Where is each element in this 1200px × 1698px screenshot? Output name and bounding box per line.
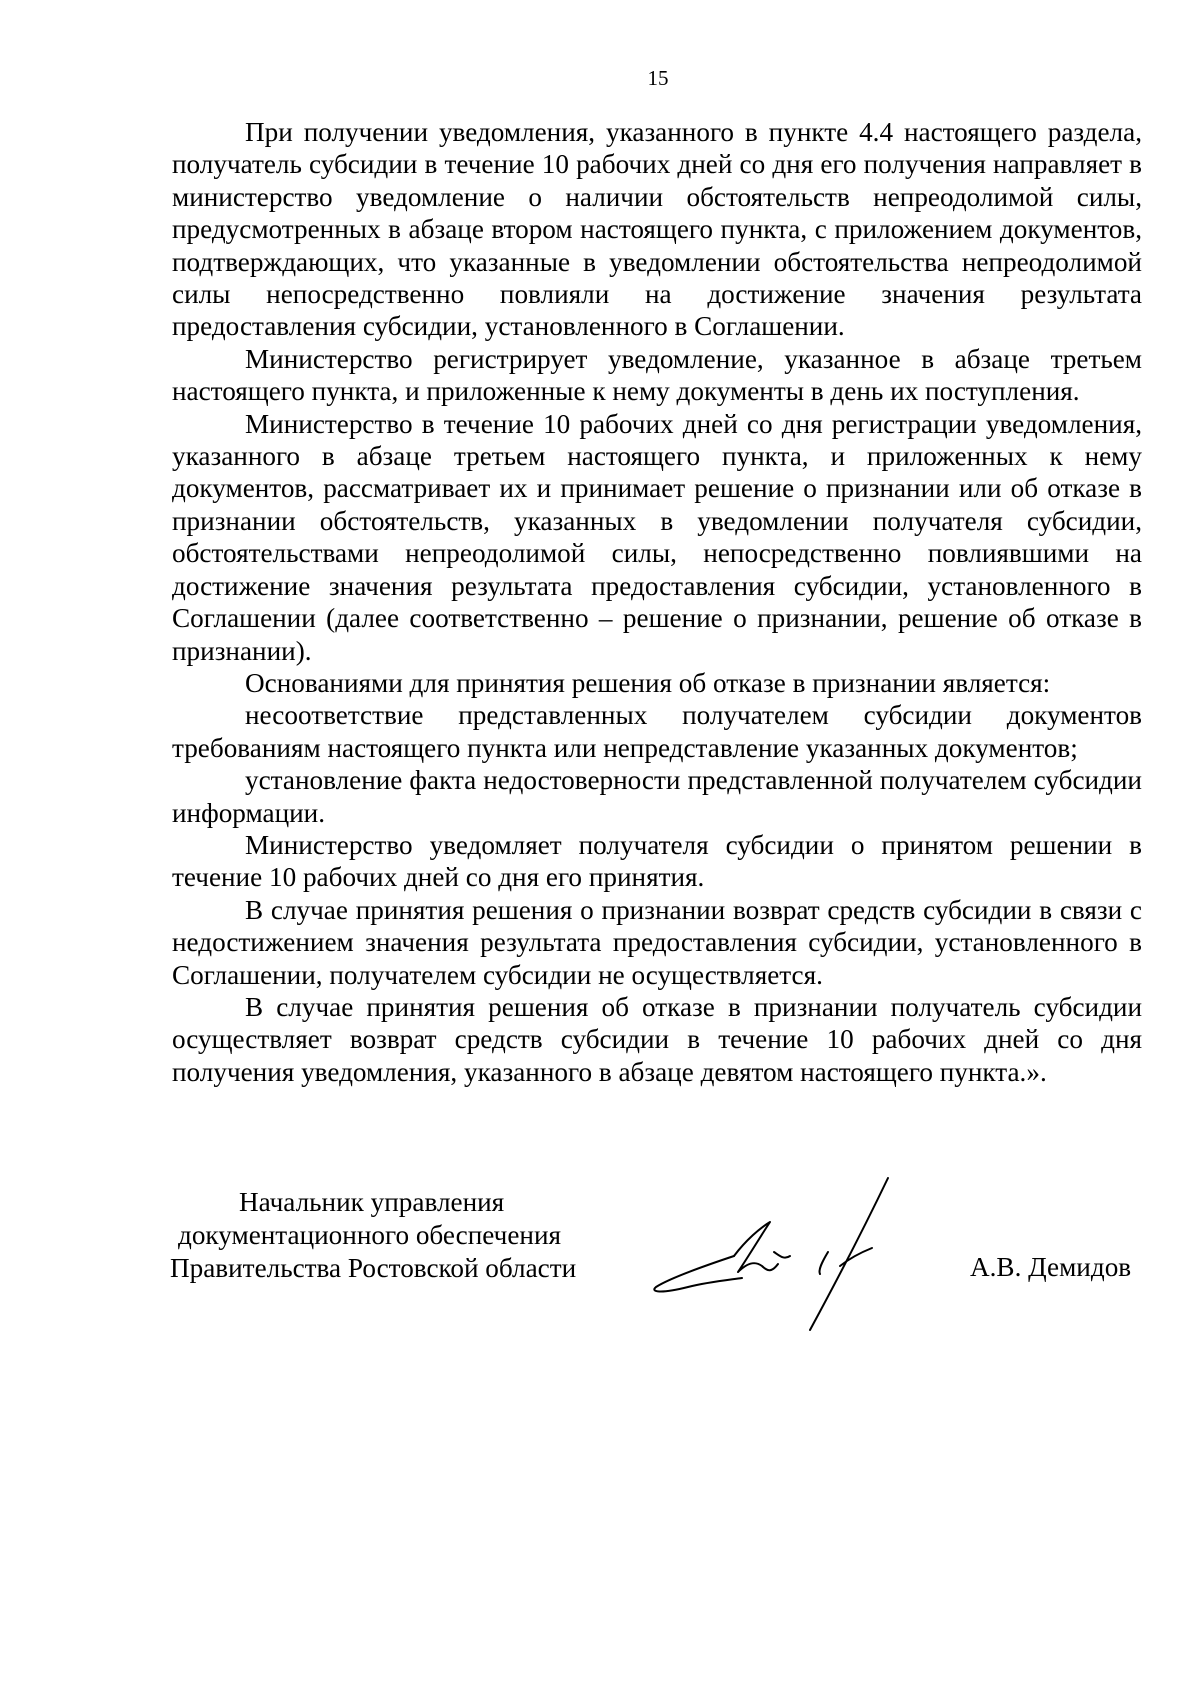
paragraph-notify-decision: Министерство уведомляет получателя субсидии о принятом решении в течение 10 рабочих дней со дня его принятия. <box>172 829 1142 893</box>
paragraph-notification-procedure: При получении уведомления, указанного в пункте 4.4 настоящего раздела, получатель субсидии в течение 10 рабочих дней со дня его получения направляет в министерство уведомление о наличии обстоятельств непреодолимой силы, предусмотренных в абзаце втором настоящего пункта, с приложением документов, подтверждающих, что указанные в уведомлении обстоятельства непреодолимой силы непосредственно повлияли на достижение значения результата предоставления субсидии, установленного в Соглашении. <box>172 117 1142 342</box>
paragraph-ground-nonconformity: несоответствие представленных получателем субсидии документов требованиям настоящего пункта или непредставление указанных документов; <box>172 700 1142 763</box>
position-line: Начальник управления <box>239 1187 505 1217</box>
signatory-position <box>170 1186 610 1284</box>
page-number: 15 <box>647 66 669 90</box>
document-body <box>172 116 1142 1088</box>
paragraph-recognition-case: В случае принятия решения о признании возврат средств субсидии в связи с недостижением значения результата предоставления субсидии, установленного в Соглашении, получателем субсидии не осуществляется. <box>172 894 1142 990</box>
paragraph-ground-inaccuracy: установление факта недостоверности представленной получателем субсидии информации. <box>172 765 1142 828</box>
handwritten-signature <box>650 1172 930 1342</box>
paragraph-refusal-grounds: Основаниями для принятия решения об отказе в признании является: <box>245 667 1051 698</box>
position-line: документационного обеспечения <box>178 1219 562 1250</box>
signer-name: А.В. Демидов <box>970 1252 1132 1282</box>
position-line: Правительства Ростовской области <box>170 1252 577 1283</box>
paragraph-refusal-case: В случае принятия решения об отказе в признании получатель субсидии осуществляет возврат средств субсидии в течение 10 рабочих дней со дня получения уведомления, указанного в абзаце девятом настоящего пункта.». <box>172 991 1142 1087</box>
paragraph-review-decision: Министерство в течение 10 рабочих дней со дня регистрации уведомления, указанного в абзаце третьем настоящего пункта, и приложенных к нему документов, рассматривает их и принимает решение о признании или об отказе в признании обстоятельств, указанных в уведомлении получателя субсидии, обстоятельствами непреодолимой силы, непосредственно повлиявшими на достижение значения результата предоставления субсидии, установленного в Соглашении (далее соответственно – решение о признании, решение об отказе в признании). <box>172 408 1142 666</box>
paragraph-registration: Министерство регистрирует уведомление, указанное в абзаце третьем настоящего пункта, и приложенные к нему документы в день их поступления. <box>172 343 1142 407</box>
